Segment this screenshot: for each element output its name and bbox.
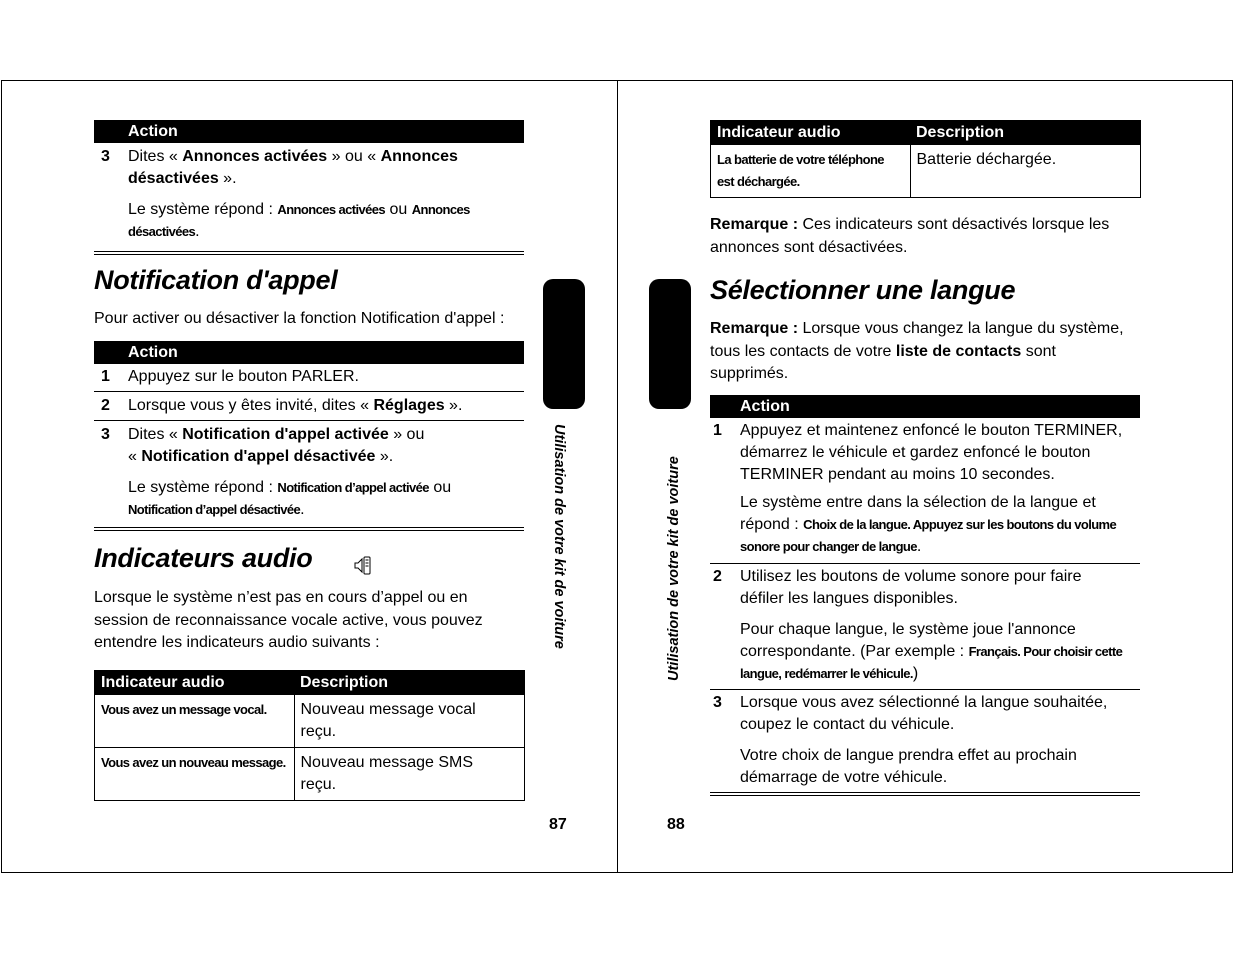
description-cell: Nouveau message SMS reçu. (294, 748, 525, 801)
table-row (94, 364, 524, 392)
system-response: Le système répond : Notification d’appel activée ou Notification d’appel désactivée. (128, 479, 452, 518)
page-number: 88 (667, 816, 685, 833)
step-text: Dites « Notification d'appel activée » ou « Notification d'appel désactivée ». (128, 426, 425, 465)
page-divider (617, 80, 618, 873)
step-number: 3 (101, 148, 110, 165)
page-number: 87 (549, 816, 567, 833)
step-number: 1 (713, 422, 722, 439)
table-row (95, 695, 525, 748)
table-header: Action (94, 120, 524, 143)
description-cell: Nouveau message vocal reçu. (294, 695, 525, 748)
table-row (94, 421, 524, 527)
side-chapter-label: Utilisation de votre kit de voiture (666, 456, 682, 681)
step-number: 2 (713, 568, 722, 585)
audio-intro: Lorsque le système n’est pas en cours d’appel ou en session de reconnaissance vocale active, vous pouvez entendre les indicateurs audio suivants : (94, 589, 483, 651)
step-number: 3 (101, 426, 110, 443)
section-title-language: Sélectionner une langue (710, 275, 1016, 305)
step-text: Dites « Annonces activées » ou « Annonces désactivées ». (128, 148, 458, 187)
indicator-cell: Vous avez un nouveau message. (95, 748, 295, 801)
table-row (94, 392, 524, 421)
system-response: Le système répond : Annonces activées ou Annonces désactivées. (128, 201, 470, 240)
notification-action-table (94, 341, 524, 531)
side-chapter-label: Utilisation de votre kit de voiture (551, 424, 567, 649)
example-text: Pour chaque langue, le système joue l'annonce correspondante. (Par exemple : Français. Pour choisir cette langue, redémarrer le véhicule.) (740, 621, 1123, 682)
chapter-tab (649, 279, 691, 409)
column-header: Description (294, 671, 525, 695)
section-title-notification: Notification d'appel (94, 265, 338, 295)
chapter-tab (543, 279, 585, 409)
table-row (94, 143, 524, 249)
table-end-rule (710, 792, 1140, 796)
table-row (710, 564, 1140, 690)
table-row (95, 748, 525, 801)
step-number: 2 (101, 397, 110, 414)
section-title-audio: Indicateurs audio (94, 543, 313, 573)
table-header: Action (94, 341, 524, 364)
battery-indicator-table (710, 120, 1141, 198)
description-cell: Batterie déchargée. (910, 145, 1141, 198)
indicator-cell: La batterie de votre téléphone est déchargée. (711, 145, 911, 198)
table-header: Action (710, 395, 1140, 418)
remark-indicators: Remarque : Ces indicateurs sont désactivés lorsque les annonces sont désactivées. (710, 216, 1110, 256)
column-header: Description (910, 121, 1141, 145)
speaker-phone-icon (354, 556, 372, 581)
table-row (710, 418, 1140, 564)
notification-intro: Pour activer ou désactiver la fonction Notification d'appel : (94, 310, 505, 327)
table-end-rule (94, 251, 524, 255)
audio-indicator-table (94, 670, 525, 801)
language-action-table (710, 395, 1140, 796)
step-text: Utilisez les boutons de volume sonore pour faire défiler les langues disponibles. (740, 568, 1082, 607)
system-response: Le système entre dans la sélection de la langue et répond : Choix de la langue. Appuyez sur les boutons du volume sonore pour changer de langue. (740, 494, 1117, 555)
table-row (710, 690, 1140, 791)
remark-language: Remarque : Lorsque vous changez la langue du système, tous les contacts de votre liste de contacts sont supprimés. (710, 320, 1124, 382)
step-text: Appuyez et maintenez enfoncé le bouton TERMINER, démarrez le véhicule et gardez enfoncé le bouton TERMINER pendant au moins 10 secondes. (740, 422, 1123, 483)
step-number: 3 (713, 694, 722, 711)
step-text: Appuyez sur le bouton PARLER. (128, 368, 359, 385)
step-text: Lorsque vous y êtes invité, dites « Réglages ». (128, 397, 463, 414)
step-number: 1 (101, 368, 110, 385)
indicator-cell: Vous avez un message vocal. (95, 695, 295, 748)
step-text: Lorsque vous avez sélectionné la langue souhaitée, coupez le contact du véhicule. (740, 694, 1108, 733)
table-row (711, 145, 1141, 198)
column-header: Indicateur audio (95, 671, 295, 695)
table-end-rule (94, 527, 524, 531)
left-top-action-table (94, 120, 524, 255)
note-text: Votre choix de langue prendra effet au prochain démarrage de votre véhicule. (740, 747, 1077, 786)
column-header: Indicateur audio (711, 121, 911, 145)
